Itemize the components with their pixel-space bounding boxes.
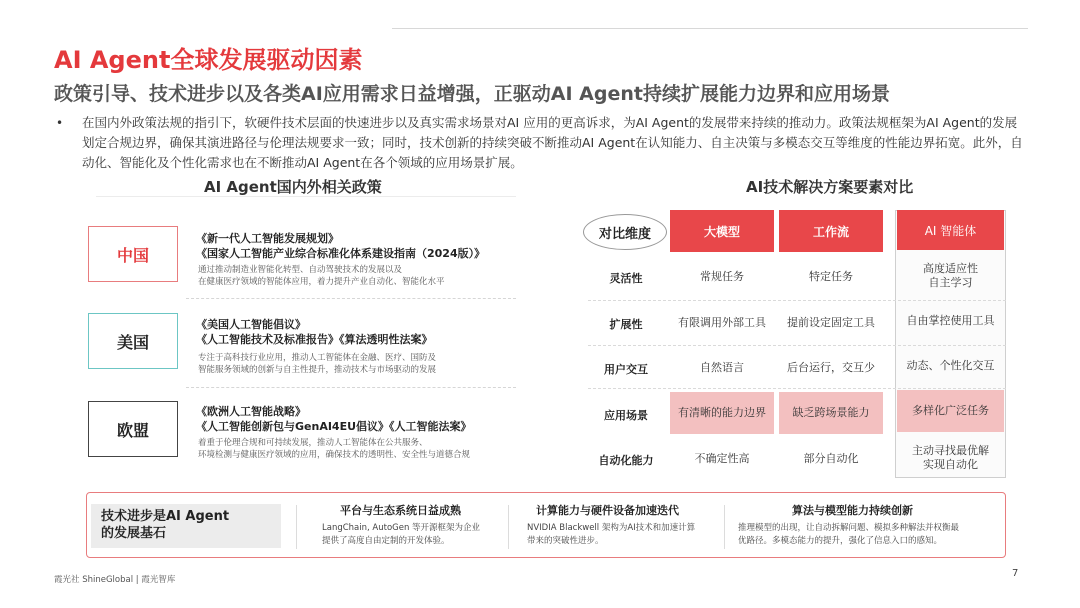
cell-llm: 自然语言 — [700, 361, 744, 374]
row-label-scenarios: 应用场景 — [604, 409, 648, 422]
tech-item-desc: NVIDIA Blackwell 架构为AI技术和加速计算 — [527, 523, 696, 533]
cell-llm: 有限调用外部工具 — [678, 316, 766, 329]
agent-column-frame — [895, 210, 1006, 478]
policy-description: 环境检测与健康医疗领域的应用，确保技术的透明性、安全性与道德合规 — [198, 450, 471, 460]
policy-description: 在健康医疗领域的智能体应用，着力提升产业自动化、智能化水平 — [198, 277, 445, 287]
cell-workflow: 后台运行，交互少 — [787, 361, 875, 374]
column-header-workflow: 工作流 — [779, 210, 883, 252]
policy-section-divider — [96, 196, 516, 197]
row-label-interaction: 用户交互 — [604, 363, 648, 376]
policy-description: 通过推动制造业智能化转型、自动驾驶技术的发展以及 — [198, 265, 403, 275]
cell-llm: 有清晰的能力边界 — [670, 392, 774, 434]
row-label-flexibility: 灵活性 — [609, 272, 643, 285]
tech-item-title: 计算能力与硬件设备加速迭代 — [536, 504, 679, 517]
policy-description: 着重于伦理合规和可持续发展，推动人工智能体在公共服务、 — [198, 438, 428, 448]
policy-description: 专注于高科技行业应用，推动人工智能体在金融、医疗、国防及 — [198, 353, 437, 363]
tech-item-desc: LangChain, AutoGen 等开源框架为企业 — [322, 523, 481, 533]
tech-base-label-line: 技术进步是AI Agent — [101, 509, 230, 524]
cell-agent: 主动寻找最优解 实现自动化 — [912, 444, 989, 471]
row-divider — [588, 300, 1006, 301]
tech-item-title: 平台与生态系统日益成熟 — [340, 504, 461, 517]
policy-title: 《国家人工智能产业综合标准化体系建设指南（2024版）》 — [196, 247, 486, 260]
panel-separator — [508, 505, 509, 549]
policy-description: 智能服务领域的创新与自主性提升，推动技术与市场驱动的发展 — [198, 365, 437, 375]
cell-workflow: 缺乏跨场景能力 — [779, 392, 883, 434]
intro-paragraph: 在国内外政策法规的指引下，软硬件技术层面的快速进步以及真实需求场景对AI 应用的更高诉求，为AI Agent的发展带来持续的推动力。政策法规框架为AI Agent的发展划定合规边界，确保其演进路径与伦理法规要求一致；同时，技术创新的持续突破不断推动AI Agent在认知能力、自主决策与多模态交互等维度的性能边界拓宽。此外，自动化、智能化及个性化需求也在不断推动AI Agent在各个领域的应用场景扩展。 — [82, 115, 1023, 170]
page-title: AI Agent全球发展驱动因素 — [54, 46, 363, 74]
tech-item-desc: 推理模型的出现，让自动拆解问题、模拟多种解法并权衡最 — [738, 523, 960, 533]
country-box-china: 中国 — [88, 226, 178, 282]
tech-item-desc: 优路径。多模态能力的提升，强化了信息入口的感知。 — [738, 536, 943, 546]
footer-source: 霞光社 ShineGlobal | 霞光智库 — [54, 575, 176, 585]
country-box-eu: 欧盟 — [88, 401, 178, 457]
row-label-extensibility: 扩展性 — [609, 318, 643, 331]
panel-separator — [724, 505, 725, 549]
tech-base-label — [91, 504, 281, 548]
dimension-label: 对比维度 — [583, 214, 667, 250]
comparison-section-title: AI技术解决方案要素对比 — [746, 178, 914, 196]
tech-item-title: 算法与模型能力持续创新 — [792, 504, 913, 517]
cell-workflow: 特定任务 — [809, 270, 853, 283]
cell-agent: 多样化广泛任务 — [897, 390, 1004, 432]
bullet-marker: • — [56, 116, 64, 130]
policy-title: 《新一代人工智能发展规划》 — [196, 232, 339, 245]
policy-title: 《人工智能技术及标准报告》《算法透明性法案》 — [196, 333, 433, 346]
policy-section-title: AI Agent国内外相关政策 — [204, 178, 382, 196]
title-divider — [392, 28, 1028, 29]
policy-title: 《人工智能创新包与GenAI4EU倡议》《人工智能法案》 — [196, 420, 472, 433]
panel-separator — [296, 505, 297, 549]
cell-workflow: 部分自动化 — [803, 452, 859, 465]
row-divider — [186, 387, 516, 388]
row-label-automation: 自动化能力 — [598, 454, 654, 467]
cell-agent: 高度适应性 自主学习 — [923, 262, 978, 289]
cell-agent: 自由掌控使用工具 — [906, 314, 995, 327]
cell-agent: 动态、个性化交互 — [906, 359, 995, 372]
column-header-llm: 大模型 — [670, 210, 774, 252]
column-header-agent: AI 智能体 — [897, 210, 1004, 250]
row-divider — [186, 298, 516, 299]
policy-title: 《美国人工智能倡议》 — [196, 318, 306, 331]
cell-workflow: 提前设定固定工具 — [787, 316, 875, 329]
cell-llm: 常规任务 — [700, 270, 744, 283]
policy-title: 《欧洲人工智能战略》 — [196, 405, 306, 418]
page-subtitle: 政策引导、技术进步以及各类AI应用需求日益增强，正驱动AI Agent持续扩展能力边界和应用场景 — [54, 83, 890, 105]
tech-item-desc: 提供了高度自由定制的开发体验。 — [322, 536, 450, 546]
row-divider — [588, 345, 1006, 346]
country-box-usa: 美国 — [88, 313, 178, 369]
cell-llm: 不确定性高 — [694, 452, 750, 465]
row-divider — [588, 388, 1006, 389]
tech-base-label-line: 的发展基石 — [101, 526, 167, 541]
page-number: 7 — [1012, 568, 1019, 579]
tech-item-desc: 带来的突破性进步。 — [527, 536, 604, 546]
